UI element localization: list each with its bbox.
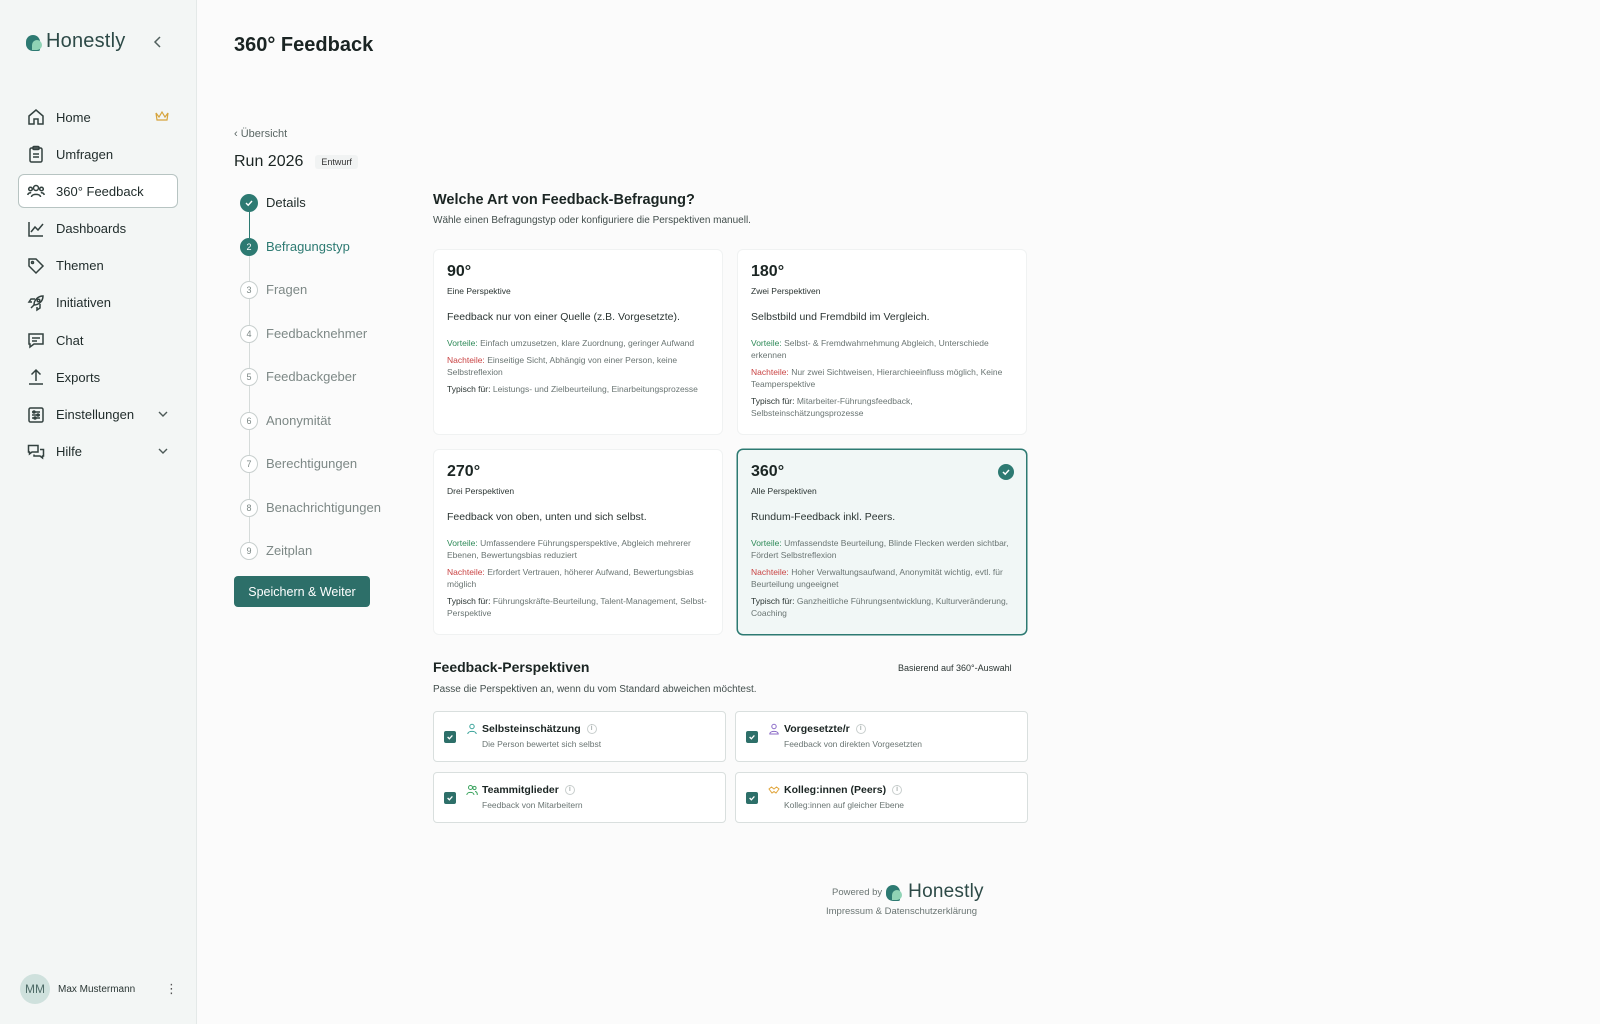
- sidebar-item-umfragen[interactable]: [18, 137, 178, 171]
- perspective-description: Feedback von Mitarbeitern: [482, 800, 583, 810]
- checkbox-checked[interactable]: [444, 731, 456, 743]
- help-chat-icon: [27, 443, 45, 461]
- step-label: Feedbacknehmer: [266, 325, 368, 341]
- perspective-description: Feedback von direkten Vorgesetzten: [784, 739, 922, 749]
- chevron-down-icon[interactable]: [157, 445, 169, 460]
- rocket-icon: [27, 294, 45, 312]
- checkbox-checked[interactable]: [746, 792, 758, 804]
- card-typical: Typisch für: Führungskräfte-Beurteilung, Talent-Management, Selbst-Perspektive: [447, 596, 707, 618]
- sidebar-item-label: Exports: [56, 369, 101, 385]
- sidebar-item-label: Initiativen: [56, 295, 111, 311]
- powered-by-label: Powered by: [832, 886, 883, 898]
- step-number: 4: [240, 325, 258, 343]
- card-degree: 270°: [447, 463, 481, 480]
- step-label: Feedbackgeber: [266, 369, 357, 384]
- card-perspective: Eine Perspektive: [447, 286, 511, 296]
- survey-type-card-180[interactable]: [737, 249, 1027, 435]
- tag-icon: [27, 257, 45, 275]
- perspectives-title: Feedback-Perspektiven: [433, 659, 590, 675]
- sidebar-item-hilfe[interactable]: [18, 435, 178, 469]
- users-icon: [27, 182, 45, 200]
- sidebar-item-label: Home: [56, 109, 91, 125]
- chart-line-icon: [27, 220, 45, 238]
- sidebar-item-themen[interactable]: [18, 249, 178, 283]
- perspective-title: Kolleg:innen (Peers): [784, 784, 887, 796]
- card-pros: Vorteile: Umfassendere Führungsperspektive, Abgleich mehrerer Ebenen, Bewertungsbias reduziert: [447, 538, 691, 560]
- step-connector: [249, 473, 250, 499]
- sidebar-item-360-feedback[interactable]: [18, 174, 178, 208]
- card-pros: Vorteile: Einfach umzusetzen, klare Zuordnung, geringer Aufwand: [447, 338, 695, 348]
- card-typical: Typisch für: Ganzheitliche Führungsentwicklung, Kulturveränderung, Coaching: [751, 596, 1009, 618]
- survey-type-card-90[interactable]: [433, 249, 723, 435]
- logo-mark-icon: [26, 33, 44, 51]
- step-connector: [249, 343, 250, 369]
- powered-by: [832, 881, 984, 903]
- sidebar-item-label: Umfragen: [56, 146, 114, 162]
- card-pros: Vorteile: Selbst- & Fremdwahrnehmung Abgleich, Unterschiede erkennen: [751, 338, 989, 360]
- card-description: Selbstbild und Fremdbild im Vergleich.: [751, 311, 930, 323]
- check-circle-icon: [240, 194, 258, 212]
- page-title: 360° Feedback: [234, 34, 374, 56]
- manager-icon: [768, 723, 780, 735]
- step-label: Fragen: [266, 282, 308, 297]
- sidebar-nav: [18, 100, 178, 472]
- step-label: Details: [266, 195, 306, 210]
- card-perspective: Alle Perspektiven: [751, 486, 817, 496]
- sidebar-item-label: Dashboards: [56, 221, 127, 237]
- more-vertical-icon[interactable]: ⋮: [165, 981, 178, 996]
- card-degree: 90°: [447, 263, 472, 280]
- sidebar-item-einstellungen[interactable]: [18, 398, 178, 432]
- clipboard-icon: [27, 145, 45, 163]
- card-description: Feedback nur von einer Quelle (z.B. Vorgesetzte).: [447, 311, 680, 323]
- perspective-option-self[interactable]: [433, 711, 726, 762]
- sidebar-item-label: 360° Feedback: [56, 183, 144, 199]
- wizard-steps: [240, 194, 381, 586]
- sidebar-item-dashboards[interactable]: [18, 212, 178, 246]
- step-label: Befragungstyp: [266, 238, 350, 254]
- selected-check-icon: [998, 464, 1014, 480]
- step-number: 9: [240, 542, 258, 560]
- chat-icon: [27, 331, 45, 349]
- sidebar-item-label: Chat: [56, 332, 84, 348]
- perspective-title: Teammitglieder: [482, 784, 559, 796]
- card-degree: 180°: [751, 263, 785, 280]
- sidebar-item-home[interactable]: [18, 100, 178, 134]
- run-header: [234, 153, 358, 171]
- step-feedbacknehmer[interactable]: [240, 325, 381, 369]
- card-pros: Vorteile: Umfassendste Beurteilung, Blinde Flecken werden sichtbar, Fördert Selbstreflexion: [751, 538, 1009, 560]
- survey-type-card-360[interactable]: [737, 449, 1027, 635]
- settings-icon: [27, 406, 45, 424]
- step-number: 5: [240, 368, 258, 386]
- sidebar-item-label: Themen: [56, 258, 104, 274]
- step-befragungstyp[interactable]: [240, 238, 381, 282]
- checkbox-checked[interactable]: [746, 731, 758, 743]
- sidebar-item-label: Einstellungen: [56, 407, 135, 422]
- perspective-option-peers[interactable]: [735, 772, 1028, 823]
- logo-mark-icon: [886, 883, 904, 901]
- sidebar-item-exports[interactable]: [18, 360, 178, 394]
- step-connector: [249, 212, 250, 238]
- step-number: 8: [240, 499, 258, 517]
- user-profile[interactable]: [20, 974, 178, 1004]
- step-number: 7: [240, 455, 258, 473]
- sidebar-item-label: Hilfe: [56, 444, 83, 460]
- step-label: Benachrichtigungen: [266, 499, 381, 515]
- logo-text: Honestly: [46, 30, 126, 52]
- crown-icon: [155, 110, 169, 125]
- step-connector: [249, 299, 250, 325]
- step-connector: [249, 256, 250, 282]
- perspectives-basis: Basierend auf 360°-Auswahl: [898, 663, 1012, 673]
- step-number: 6: [240, 412, 258, 430]
- perspective-title: Selbsteinschätzung: [482, 723, 581, 735]
- survey-type-card-270[interactable]: [433, 449, 723, 635]
- person-icon: [466, 723, 478, 735]
- breadcrumb-label: Übersicht: [240, 128, 288, 140]
- step-number: 3: [240, 281, 258, 299]
- card-cons: Nachteile: Erfordert Vertrauen, höherer Aufwand, Bewertungsbias möglich: [447, 567, 694, 589]
- step-label: Zeitplan: [266, 543, 313, 558]
- status-badge: Entwurf: [315, 155, 358, 169]
- info-icon[interactable]: i: [856, 724, 866, 734]
- sidebar: [0, 0, 197, 1024]
- step-berechtigungen[interactable]: [240, 455, 381, 499]
- step-fragen[interactable]: [240, 281, 381, 325]
- checkbox-checked[interactable]: [444, 792, 456, 804]
- step-connector: [249, 517, 250, 543]
- impressum-link[interactable]: Impressum & Datenschutzerklärung: [826, 906, 978, 917]
- chevron-down-icon[interactable]: [157, 408, 169, 423]
- card-description: Rundum-Feedback inkl. Peers.: [751, 511, 896, 523]
- perspective-option-team[interactable]: [433, 772, 726, 823]
- card-typical: Typisch für: Mitarbeiter-Führungsfeedback, Selbsteinschätzungsprozesse: [751, 396, 913, 418]
- handshake-icon: [768, 784, 780, 796]
- step-label: Berechtigungen: [266, 456, 358, 471]
- step-benachrichtigungen[interactable]: [240, 499, 381, 543]
- question-subtitle: Wähle einen Befragungstyp oder konfiguriere die Perspektiven manuell.: [433, 215, 751, 226]
- run-title: Run 2026: [234, 153, 304, 170]
- card-perspective: Zwei Perspektiven: [751, 286, 821, 296]
- breadcrumb-back-link[interactable]: [234, 128, 287, 140]
- upload-icon: [27, 368, 45, 386]
- user-name: Max Mustermann: [58, 983, 136, 995]
- step-anonymitaet[interactable]: [240, 412, 381, 456]
- step-connector: [249, 430, 250, 456]
- card-description: Feedback von oben, unten und sich selbst.: [447, 511, 647, 523]
- card-cons: Nachteile: Nur zwei Sichtweisen, Hierarchieeinfluss möglich, Keine Teamperspektive: [751, 367, 1003, 389]
- save-continue-button[interactable]: Speichern & Weiter: [234, 576, 370, 607]
- card-cons: Nachteile: Hoher Verwaltungsaufwand, Anonymität wichtig, evtl. für Beurteilung ungeeignet: [751, 567, 1003, 589]
- info-icon[interactable]: i: [565, 785, 575, 795]
- card-cons: Nachteile: Einseitige Sicht, Abhängig von einer Person, keine Selbstreflexion: [447, 355, 678, 377]
- sidebar-item-chat[interactable]: [18, 323, 178, 357]
- card-degree: 360°: [751, 463, 785, 480]
- team-icon: [466, 784, 478, 796]
- perspective-title: Vorgesetzte/r: [784, 723, 850, 735]
- logo[interactable]: [26, 30, 125, 53]
- info-icon[interactable]: i: [587, 724, 597, 734]
- question-title: Welche Art von Feedback-Befragung?: [433, 192, 695, 208]
- perspective-description: Die Person bewertet sich selbst: [482, 739, 602, 749]
- step-details[interactable]: [240, 194, 381, 238]
- step-label: Anonymität: [266, 412, 332, 428]
- perspective-description: Kolleg:innen auf gleicher Ebene: [784, 800, 905, 810]
- avatar: MM: [20, 974, 50, 1004]
- perspective-option-manager[interactable]: [735, 711, 1028, 762]
- footer-brand: Honestly: [908, 881, 984, 902]
- step-number: 2: [240, 238, 258, 256]
- card-perspective: Drei Perspektiven: [447, 486, 515, 496]
- chevron-left-icon: ‹: [234, 128, 238, 140]
- step-feedbackgeber[interactable]: [240, 368, 381, 412]
- collapse-sidebar-icon[interactable]: [150, 34, 166, 50]
- info-icon[interactable]: i: [892, 785, 902, 795]
- sidebar-item-initiativen[interactable]: [18, 286, 178, 320]
- home-icon: [27, 108, 45, 126]
- perspectives-subtitle: Passe die Perspektiven an, wenn du vom Standard abweichen möchtest.: [433, 684, 757, 695]
- step-connector: [249, 386, 250, 412]
- card-typical: Typisch für: Leistungs- und Zielbeurteilung, Einarbeitungsprozesse: [447, 384, 698, 394]
